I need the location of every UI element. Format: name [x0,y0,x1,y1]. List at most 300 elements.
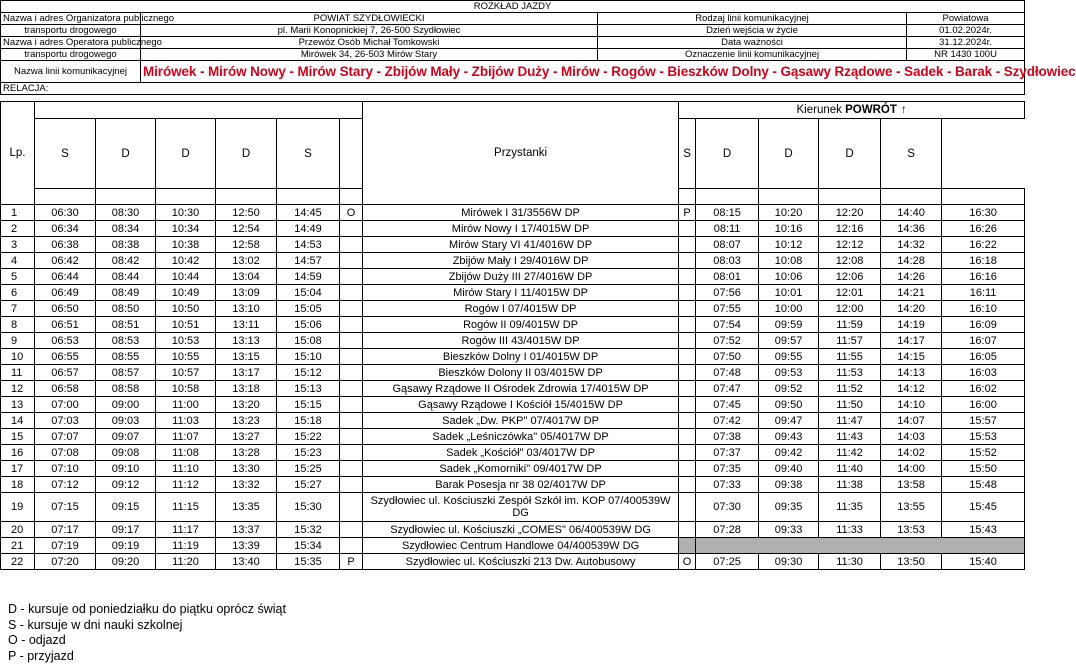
departure-time: 12:54 [216,221,277,237]
table-row [1,349,1025,365]
departure-time: 06:38 [35,237,96,253]
return-time: 07:38 [696,429,759,445]
return-time: 14:10 [881,397,942,413]
departure-time: 13:15 [216,349,277,365]
row-number: 12 [1,381,35,397]
stop-name: Rogów III 43/4015W DP [363,333,679,349]
stop-name: Mirów Nowy I 17/4015W DP [363,221,679,237]
legend-item: D - kursuje od poniedziałku do piątku oprócz świąt [8,602,286,616]
return-time: 08:07 [696,237,759,253]
return-time: 09:52 [759,381,819,397]
right-mark: O [679,554,696,570]
return-time: 07:50 [696,349,759,365]
left-mark [340,221,363,237]
operator-label: Nazwa i adres Operatora publicznego [1,37,141,49]
operator-address: Mirówek 34, 26-503 Mirów Stary [141,49,598,61]
departure-time: 15:34 [277,538,340,554]
departure-time: 08:34 [96,221,156,237]
departure-time: 09:15 [96,493,156,522]
left-mark [340,493,363,522]
stop-name: Rogów I 07/4015W DP [363,301,679,317]
right-mark [679,381,696,397]
table-row [1,445,1025,461]
departure-time: 08:58 [96,381,156,397]
left-mark [340,538,363,554]
departure-time: 10:42 [156,253,216,269]
table-row [1,237,1025,253]
departure-time: 10:53 [156,333,216,349]
left-daytype-header: S [277,119,340,189]
departure-time: 07:12 [35,477,96,493]
departure-time: 08:53 [96,333,156,349]
return-time: 09:50 [759,397,819,413]
row-number: 17 [1,461,35,477]
left-mark: O [340,205,363,221]
departure-time: 15:05 [277,301,340,317]
return-time: 07:42 [696,413,759,429]
departure-time: 13:28 [216,445,277,461]
departure-time: 10:44 [156,269,216,285]
departure-time: 09:00 [96,397,156,413]
departure-time: 13:40 [216,554,277,570]
left-mark [340,522,363,538]
return-time: 15:40 [942,554,1025,570]
return-time: 16:00 [942,397,1025,413]
departure-time: 11:12 [156,477,216,493]
stop-name: Sadek „Leśniczówka" 05/4017W DP [363,429,679,445]
return-time: 12:01 [819,285,881,301]
return-time: 07:55 [696,301,759,317]
row-number: 9 [1,333,35,349]
return-time: 09:59 [759,317,819,333]
return-time: 14:00 [881,461,942,477]
departure-time: 15:27 [277,477,340,493]
spacer-cell [156,189,216,205]
departure-time: 14:49 [277,221,340,237]
right-daytype-header: D [759,119,819,189]
departure-time: 13:35 [216,493,277,522]
row-number: 16 [1,445,35,461]
left-mark [340,253,363,269]
departure-time: 11:07 [156,429,216,445]
valid-date-value: 31.12.2024r. [907,37,1025,49]
return-time: 16:09 [942,317,1025,333]
return-time: 14:36 [881,221,942,237]
table-row [1,381,1025,397]
return-time: 07:30 [696,493,759,522]
return-time: 14:19 [881,317,942,333]
left-mark [340,397,363,413]
stop-name: Rogów II 09/4015W DP [363,317,679,333]
return-time: 11:47 [819,413,881,429]
departure-time: 10:38 [156,237,216,253]
departure-time: 15:23 [277,445,340,461]
unavailable-cell [696,538,1025,554]
left-daytype-header: D [156,119,216,189]
stops-header: Przystanki [363,102,679,205]
return-time: 14:03 [881,429,942,445]
left-mark: P [340,554,363,570]
return-time: 09:55 [759,349,819,365]
table-row [1,333,1025,349]
row-number: 21 [1,538,35,554]
return-time: 11:57 [819,333,881,349]
right-mark [679,301,696,317]
row-number: 8 [1,317,35,333]
return-time: 14:28 [881,253,942,269]
table-row [1,538,1025,554]
return-time: 16:16 [942,269,1025,285]
table-row [1,522,1025,538]
departure-time: 15:32 [277,522,340,538]
right-daytype-header: S [881,119,942,189]
return-time: 09:30 [759,554,819,570]
left-mark [340,381,363,397]
departure-time: 06:44 [35,269,96,285]
departure-time: 13:30 [216,461,277,477]
return-time: 07:45 [696,397,759,413]
right-daytype-header: D [819,119,881,189]
spacer-cell [216,189,277,205]
return-time: 16:18 [942,253,1025,269]
departure-time: 15:18 [277,413,340,429]
departure-time: 15:25 [277,461,340,477]
return-time: 11:50 [819,397,881,413]
timetable-title: ROZKŁAD JAZDY [1,1,1025,13]
departure-time: 15:15 [277,397,340,413]
departure-time: 13:10 [216,301,277,317]
departure-time: 14:59 [277,269,340,285]
row-number: 4 [1,253,35,269]
return-time: 09:43 [759,429,819,445]
left-mark [340,317,363,333]
departure-time: 10:51 [156,317,216,333]
right-mark [679,237,696,253]
departure-time: 11:10 [156,461,216,477]
line-name-label: Nazwa linii komunikacyjnej [1,61,141,83]
return-time: 09:57 [759,333,819,349]
departure-time: 06:53 [35,333,96,349]
spacer-cell [277,189,340,205]
row-number: 20 [1,522,35,538]
departure-time: 09:12 [96,477,156,493]
table-row [1,221,1025,237]
right-mark [679,522,696,538]
departure-time: 11:03 [156,413,216,429]
right-daytype-header: D [696,119,759,189]
right-mark [679,493,696,522]
return-time: 14:21 [881,285,942,301]
departure-time: 06:51 [35,317,96,333]
line-type-value: Powiatowa [907,13,1025,25]
line-mark-value: NR 1430 100U [907,49,1025,61]
departure-time: 12:58 [216,237,277,253]
return-time: 10:16 [759,221,819,237]
departure-time: 08:30 [96,205,156,221]
right-daytype-header: S [679,119,696,189]
row-number: 19 [1,493,35,522]
left-daytype-header: S [35,119,96,189]
right-mark [679,461,696,477]
return-time: 07:28 [696,522,759,538]
departure-time: 14:45 [277,205,340,221]
spacer-cell [340,189,363,205]
return-time: 13:58 [881,477,942,493]
return-time: 15:45 [942,493,1025,522]
left-mark [340,429,363,445]
line-mark-label: Oznaczenie linii komunikacyjnej [598,49,907,61]
return-time: 08:11 [696,221,759,237]
return-time: 07:25 [696,554,759,570]
departure-time: 08:57 [96,365,156,381]
return-time: 16:10 [942,301,1025,317]
departure-time: 08:55 [96,349,156,365]
right-mark [679,221,696,237]
return-time: 16:30 [942,205,1025,221]
departure-time: 09:08 [96,445,156,461]
table-row [1,365,1025,381]
departure-time: 13:18 [216,381,277,397]
return-time: 09:40 [759,461,819,477]
spacer-cell [942,189,1025,205]
departure-time: 09:19 [96,538,156,554]
return-time: 11:38 [819,477,881,493]
row-number: 18 [1,477,35,493]
line-type-label: Rodzaj linii komunikacyjnej [598,13,907,25]
departure-time: 13:20 [216,397,277,413]
return-time: 15:57 [942,413,1025,429]
departure-time: 10:34 [156,221,216,237]
right-mark [679,413,696,429]
departure-time: 07:00 [35,397,96,413]
departure-time: 09:10 [96,461,156,477]
stop-name: Zbijów Mały I 29/4016W DP [363,253,679,269]
departure-time: 12:50 [216,205,277,221]
departure-time: 07:19 [35,538,96,554]
return-time: 14:20 [881,301,942,317]
right-mark [679,349,696,365]
legend-item: O - odjazd [8,633,66,647]
return-time: 13:55 [881,493,942,522]
departure-time: 15:22 [277,429,340,445]
stop-name: Gąsawy Rządowe I Kościół 15/4015W DP [363,397,679,413]
departure-time: 10:50 [156,301,216,317]
return-time: 14:26 [881,269,942,285]
return-time: 07:47 [696,381,759,397]
departure-time: 13:02 [216,253,277,269]
departure-time: 08:51 [96,317,156,333]
departure-time: 09:07 [96,429,156,445]
return-time: 10:00 [759,301,819,317]
return-time: 12:08 [819,253,881,269]
departure-time: 08:49 [96,285,156,301]
direction-label: POWRÓT [845,104,897,116]
right-mark [679,333,696,349]
departure-time: 10:55 [156,349,216,365]
direction-prefix: Kierunek [796,104,846,116]
row-number: 22 [1,554,35,570]
departure-time: 13:23 [216,413,277,429]
return-time: 16:26 [942,221,1025,237]
organizer-label-cont: transportu drogowego [1,25,141,37]
departure-time: 08:38 [96,237,156,253]
return-time: 16:22 [942,237,1025,253]
departure-time: 06:30 [35,205,96,221]
return-time: 11:55 [819,349,881,365]
stop-name: Bieszków Dolny I 01/4015W DP [363,349,679,365]
return-time: 11:30 [819,554,881,570]
row-number: 5 [1,269,35,285]
return-time: 08:03 [696,253,759,269]
return-time: 14:17 [881,333,942,349]
departure-time: 13:04 [216,269,277,285]
row-number: 1 [1,205,35,221]
return-time: 09:33 [759,522,819,538]
table-row [1,285,1025,301]
departure-time: 11:19 [156,538,216,554]
legend-item: P - przyjazd [8,648,74,663]
return-time: 07:54 [696,317,759,333]
left-mark [340,445,363,461]
legend-item: S - kursuje w dni nauki szkolnej [8,617,183,632]
departure-time: 14:57 [277,253,340,269]
left-mark-header [340,119,363,189]
return-time: 11:35 [819,493,881,522]
departure-time: 09:03 [96,413,156,429]
right-mark [679,445,696,461]
return-time: 10:01 [759,285,819,301]
right-mark [679,285,696,301]
return-time: 07:48 [696,365,759,381]
return-time: 12:00 [819,301,881,317]
departure-time: 11:17 [156,522,216,538]
return-time: 16:05 [942,349,1025,365]
direction-header [679,102,1025,119]
departure-time: 06:55 [35,349,96,365]
row-number: 13 [1,397,35,413]
timetable [0,101,1025,570]
line-name: Mirówek - Mirów Nowy - Mirów Stary - Zbijów Mały - Zbijów Duży - Mirów - Rogów - Bieszków Dolny - Gąsawy Rządowe - Sadek - Barak - Szydłowiec [141,61,1025,83]
return-time: 10:20 [759,205,819,221]
departure-time: 15:35 [277,554,340,570]
stop-name: Sadek „Komorniki" 09/4017W DP [363,461,679,477]
return-time: 15:52 [942,445,1025,461]
spacer-cell [96,189,156,205]
row-number: 7 [1,301,35,317]
return-time: 07:56 [696,285,759,301]
return-time: 14:32 [881,237,942,253]
valid-date-label: Data ważności [598,37,907,49]
return-time: 09:53 [759,365,819,381]
stop-name: Barak Posesja nr 38 02/4017W DP [363,477,679,493]
right-mark [679,477,696,493]
departure-time: 06:57 [35,365,96,381]
right-mark [679,397,696,413]
departure-time: 11:00 [156,397,216,413]
spacer-cell [696,189,759,205]
table-row [1,493,1025,522]
left-mark [340,301,363,317]
stop-name: Szydłowiec ul. Kościuszki Zespół Szkół im. KOP 07/400539W DG [363,493,679,522]
departure-time: 15:12 [277,365,340,381]
departure-time: 06:58 [35,381,96,397]
return-time: 09:42 [759,445,819,461]
departure-time: 13:39 [216,538,277,554]
return-time: 11:53 [819,365,881,381]
return-time: 14:40 [881,205,942,221]
row-number: 3 [1,237,35,253]
return-time: 12:06 [819,269,881,285]
departure-time: 10:57 [156,365,216,381]
stop-name: Mirów Stary VI 41/4016W DP [363,237,679,253]
departure-time: 13:11 [216,317,277,333]
legend [8,602,286,664]
return-time: 12:16 [819,221,881,237]
return-time: 11:40 [819,461,881,477]
departure-time: 15:08 [277,333,340,349]
departure-time: 08:42 [96,253,156,269]
table-row [1,413,1025,429]
start-date-label: Dzień wejścia w życie [598,25,907,37]
relation-label: RELACJA: [1,83,1025,95]
table-row [1,301,1025,317]
stop-name: Mirów Stary I 11/4015W DP [363,285,679,301]
return-time: 15:43 [942,522,1025,538]
row-number: 15 [1,429,35,445]
return-time: 11:42 [819,445,881,461]
left-mark [340,365,363,381]
table-row [1,554,1025,570]
left-mark [340,477,363,493]
departure-time: 08:50 [96,301,156,317]
header-table [0,0,1076,95]
organizer-name: POWIAT SZYDŁOWIECKI [141,13,598,25]
departure-time: 07:20 [35,554,96,570]
departure-time: 11:15 [156,493,216,522]
right-mark [679,538,696,554]
stop-name: Szydłowiec ul. Kościuszki „COMES" 06/400539W DG [363,522,679,538]
departure-time: 09:17 [96,522,156,538]
departure-time: 15:30 [277,493,340,522]
departure-time: 06:42 [35,253,96,269]
row-number: 2 [1,221,35,237]
return-time: 16:02 [942,381,1025,397]
departure-time: 14:53 [277,237,340,253]
return-time: 08:15 [696,205,759,221]
left-mark [340,349,363,365]
return-time: 11:33 [819,522,881,538]
left-direction-blank [35,102,363,119]
return-time: 08:01 [696,269,759,285]
left-mark [340,333,363,349]
departure-time: 13:17 [216,365,277,381]
spacer-cell [679,189,696,205]
departure-time: 08:44 [96,269,156,285]
return-time: 14:13 [881,365,942,381]
departure-time: 09:20 [96,554,156,570]
return-time: 11:43 [819,429,881,445]
left-mark [340,237,363,253]
table-row [1,429,1025,445]
row-number: 6 [1,285,35,301]
spacer-cell [759,189,819,205]
stop-name: Mirówek I 31/3556W DP [363,205,679,221]
spacer-cell [819,189,881,205]
return-time: 14:02 [881,445,942,461]
return-time: 10:06 [759,269,819,285]
table-row [1,317,1025,333]
return-time: 11:52 [819,381,881,397]
